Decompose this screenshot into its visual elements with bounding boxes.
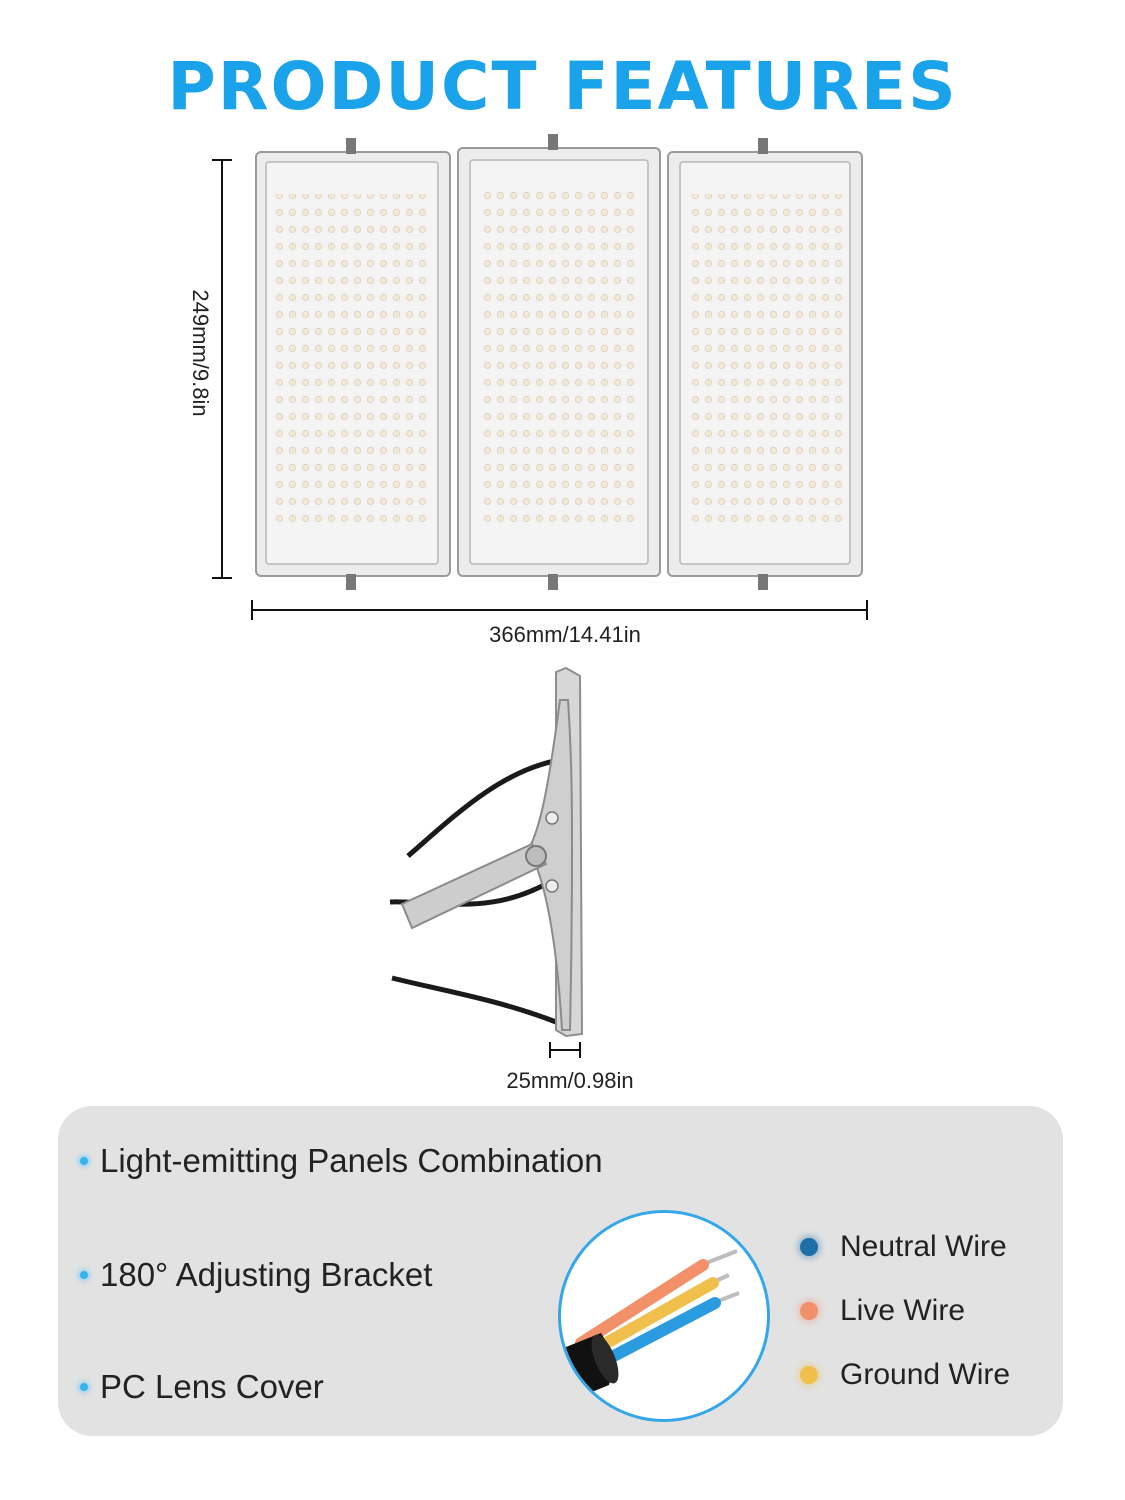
bullet-icon — [80, 1157, 88, 1165]
legend-label: Neutral Wire — [840, 1230, 1007, 1263]
neutral-dot-icon — [800, 1238, 818, 1256]
height-dimension-label: 249mm/9.8in — [188, 289, 213, 417]
feature-item — [80, 1256, 432, 1294]
legend-label: Live Wire — [840, 1294, 966, 1327]
features-panel — [58, 1106, 1063, 1436]
bullet-icon — [80, 1271, 88, 1279]
feature-label: 180° Adjusting Bracket — [100, 1256, 433, 1293]
legend-neutral — [800, 1230, 1007, 1264]
cable-wires-icon — [561, 1213, 767, 1419]
cable-closeup — [558, 1210, 770, 1422]
legend-ground — [800, 1358, 1010, 1392]
feature-item — [80, 1368, 324, 1406]
bullet-icon — [80, 1383, 88, 1391]
legend-live — [800, 1294, 965, 1328]
legend-label: Ground Wire — [840, 1358, 1011, 1391]
feature-item — [80, 1142, 603, 1180]
feature-label: Light-emitting Panels Combination — [100, 1142, 603, 1179]
live-dot-icon — [800, 1302, 818, 1320]
depth-dimension-label: 25mm/0.98in — [506, 1068, 634, 1093]
ground-dot-icon — [800, 1366, 818, 1384]
page-title: PRODUCT FEATURES — [167, 48, 958, 125]
feature-label: PC Lens Cover — [100, 1368, 324, 1405]
width-dimension-label: 366mm/14.41in — [489, 622, 641, 647]
